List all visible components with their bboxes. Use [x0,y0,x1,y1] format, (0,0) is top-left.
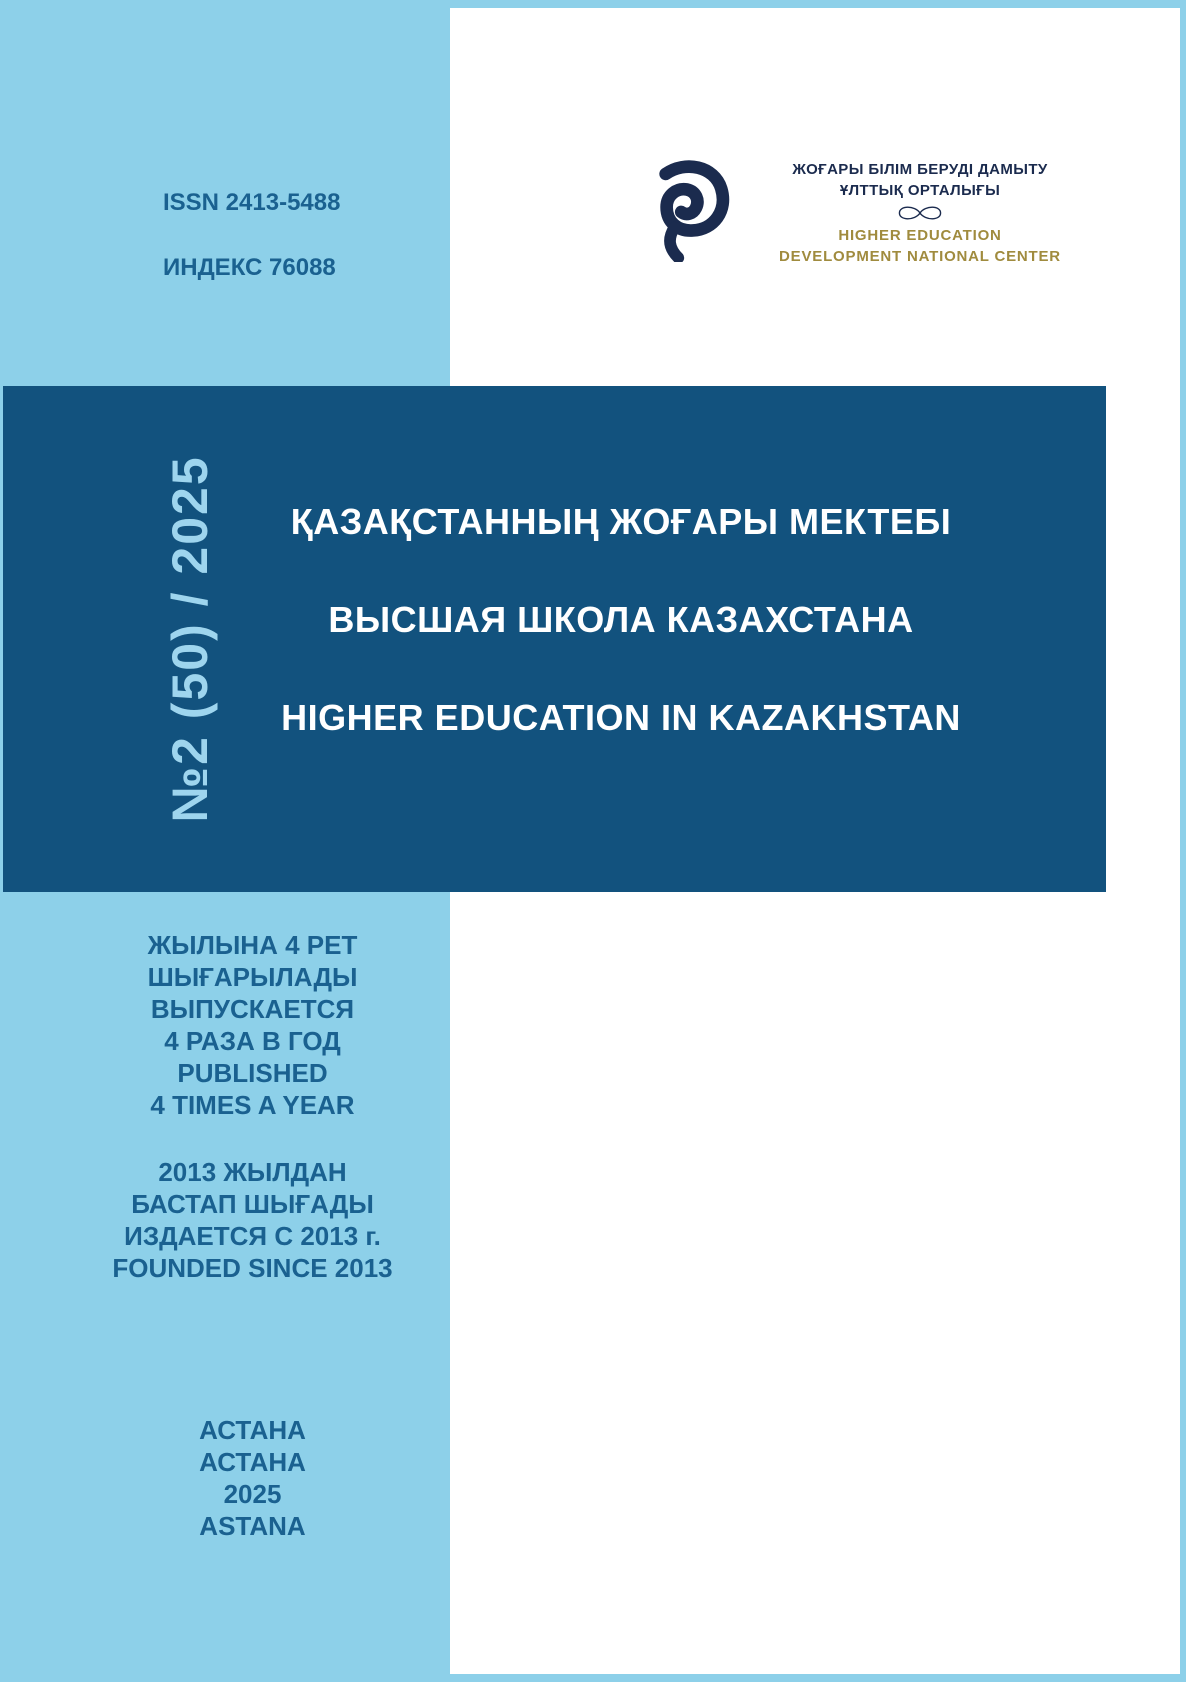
publisher-logo-block [652,158,1092,267]
imprint-line: АСТАНА [199,1447,306,1477]
publisher-name [748,159,1092,267]
issn-number: ISSN 2413-5488 [163,189,341,216]
title-banner [3,386,1106,892]
imprint-line: ASTANA [199,1511,306,1541]
frequency-line: 4 РАЗА В ГОД [164,1026,341,1056]
founded-line: БАСТАП ШЫҒАДЫ [131,1189,374,1219]
founded-line: ИЗДАЕТСЯ С 2013 г. [124,1221,381,1251]
publisher-name-en-line1: HIGHER EDUCATION [838,226,1002,244]
imprint-line: АСТАНА [199,1415,306,1445]
frequency-line: ЖЫЛЫНА 4 РЕТ [147,930,358,960]
journal-title-english: HIGHER EDUCATION IN KAZAKHSTAN [281,697,961,738]
frequency-line: ВЫПУСКАЕТСЯ [150,994,355,1024]
frequency-line: ШЫҒАРЫЛАДЫ [147,962,358,992]
publication-codes [163,188,340,283]
imprint-block [0,1414,505,1542]
frequency-line: 4 TIMES A YEAR [150,1090,355,1120]
publisher-swirl-logo-icon [652,158,730,267]
founded-line: 2013 ЖЫЛДАН [158,1157,347,1187]
journal-title-kazakh: ҚАЗАҚСТАННЫҢ ЖОҒАРЫ МЕКТЕБІ [290,501,952,542]
frequency-block [0,929,505,1121]
infinity-divider-icon [876,204,964,222]
publisher-name-en-line2: DEVELOPMENT NATIONAL CENTER [779,247,1061,265]
issue-number-vertical: №2 (50) / 2025 [162,455,218,823]
publisher-name-kk-line2: ҰЛТТЫҚ ОРТАЛЫҒЫ [839,181,1001,199]
founded-line: FOUNDED SINCE 2013 [112,1253,393,1283]
journal-title-russian: ВЫСШАЯ ШКОЛА КАЗАХСТАНА [328,599,914,640]
founded-block [0,1156,505,1284]
frequency-line: PUBLISHED [177,1058,328,1088]
journal-titles [143,386,1099,892]
subscription-index: ИНДЕКС 76088 [163,254,336,281]
publisher-name-kk-line1: ЖОҒАРЫ БІЛІМ БЕРУДІ ДАМЫТУ [792,160,1048,178]
imprint-line: 2025 [223,1479,282,1509]
